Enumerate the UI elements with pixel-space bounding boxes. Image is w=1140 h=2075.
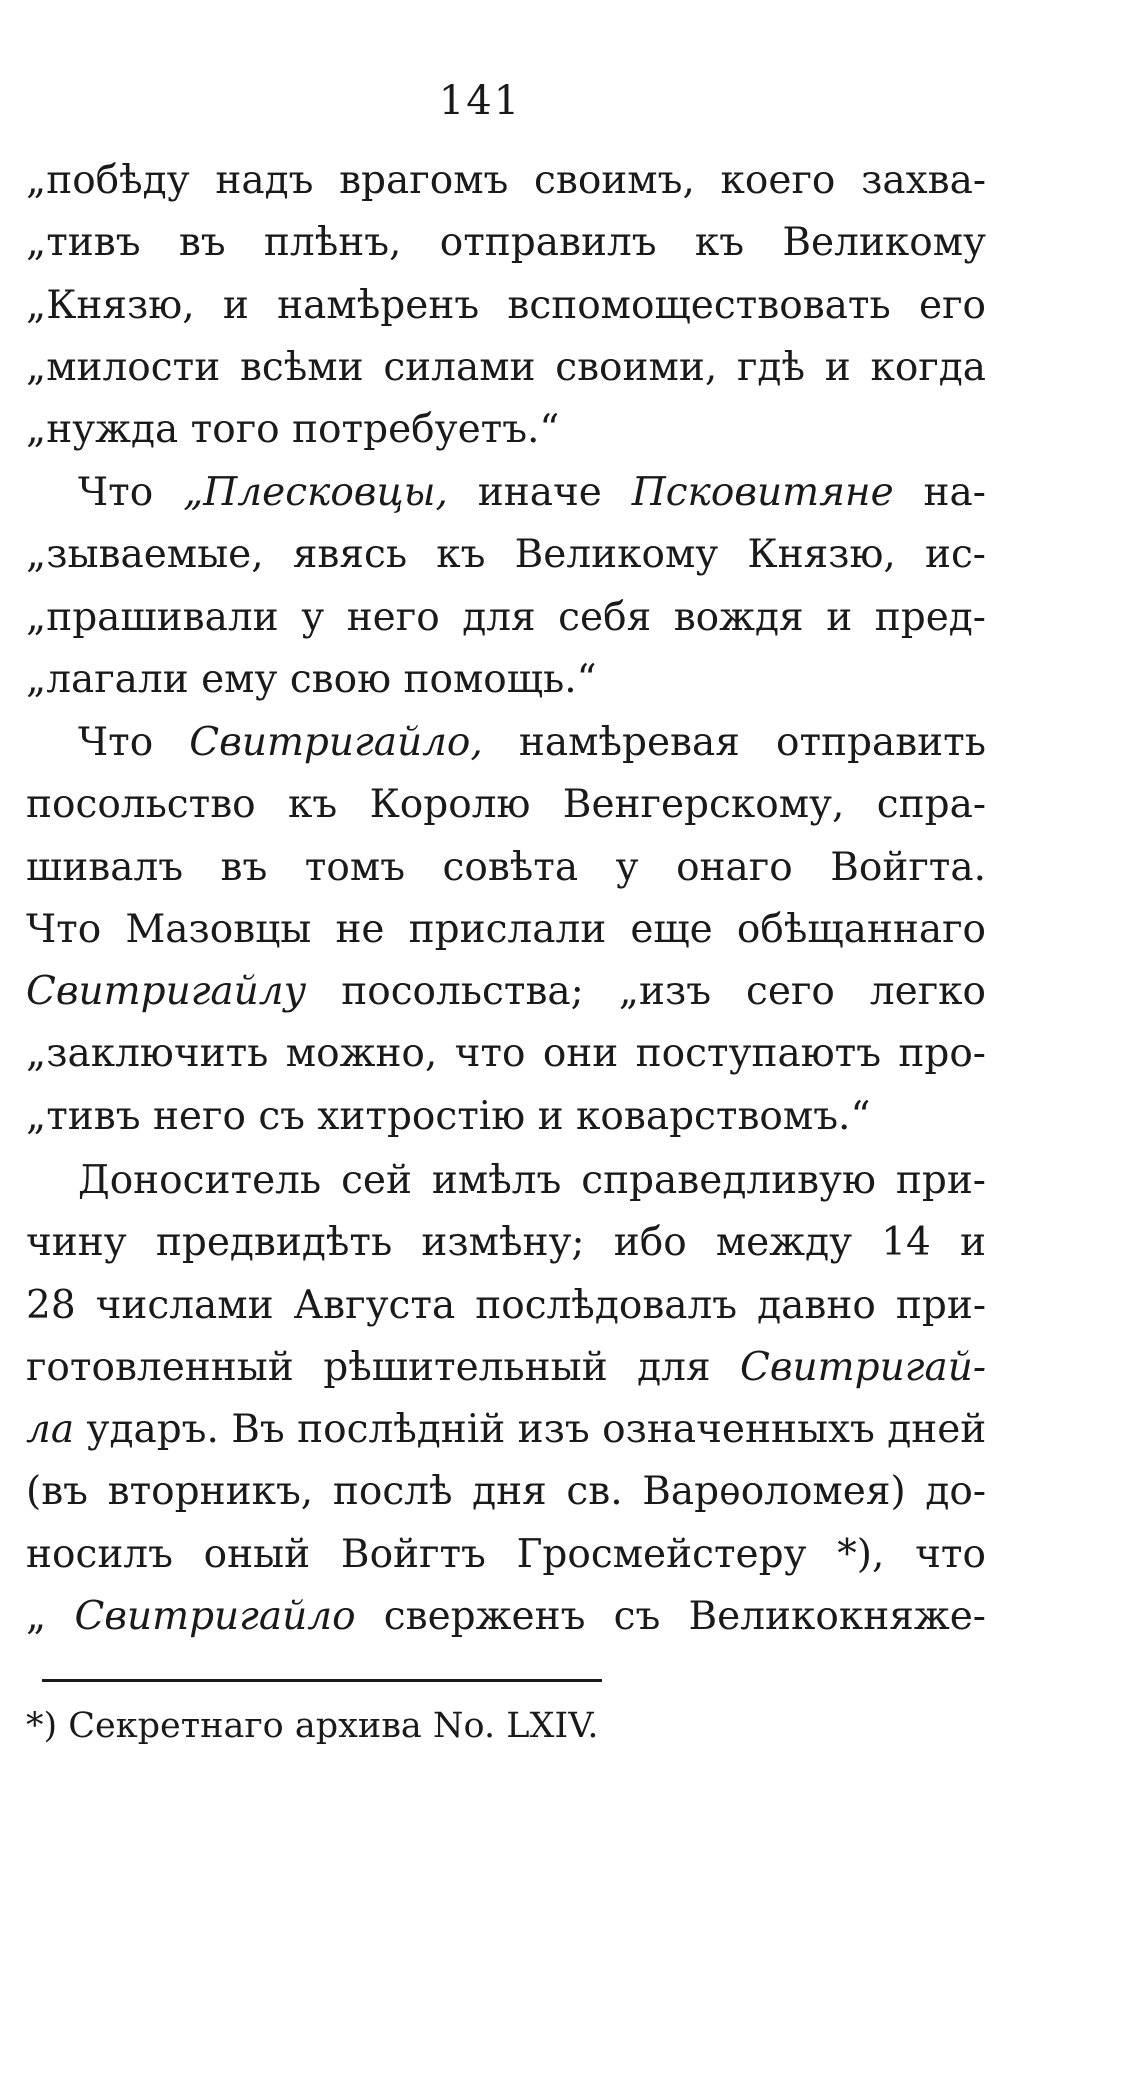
text-line: „ Свитригайло сверженъ съ Великокняже- xyxy=(26,1594,986,1640)
text-line: „побѣду надъ врагомъ своимъ, коего захва- xyxy=(26,158,986,203)
text-line: „лагали ему свою помощь.“ xyxy=(26,656,597,702)
paragraph-1 xyxy=(26,150,986,461)
text-line: готовленный рѣшительный для Свитригай- xyxy=(26,1344,986,1390)
text-line: „прашивали у него для себя вождя и пред- xyxy=(26,594,986,640)
italic-name: „Плесковцы, xyxy=(183,470,448,515)
italic-name: Свитригай- xyxy=(740,1344,986,1390)
text-line: „нужда того потребуетъ.“ xyxy=(26,407,560,453)
italic-name: Свитригайло xyxy=(74,1594,356,1640)
italic-name: Свитригайло, xyxy=(189,720,483,765)
text-line: 28 числами Августа послѣдовалъ давно при- xyxy=(26,1282,986,1328)
page-number: 141 xyxy=(438,78,522,124)
paragraph-3 xyxy=(26,712,986,1148)
text-line: „заключить можно, что они поступаютъ про- xyxy=(26,1031,986,1077)
text-line: Доноситель сей имѣлъ справедливую при- xyxy=(78,1158,986,1203)
text-line: чину предвидѣть измѣну; ибо между 14 и xyxy=(26,1220,986,1266)
paragraph-4 xyxy=(26,1150,986,1648)
text-line: Что „Плесковцы, иначе Псковитяне на- xyxy=(78,470,986,515)
text-line: Что Мазовцы не прислали еще обѣщаннаго xyxy=(26,906,986,952)
paragraph-2 xyxy=(26,462,986,711)
text-line: „тивъ въ плѣнъ, отправилъ къ Великому xyxy=(26,220,986,266)
text-line: Что Свитригайло, намѣревая отправить xyxy=(78,720,986,765)
text-line: „тивъ него съ хитростію и коварствомъ.“ xyxy=(26,1093,871,1139)
text-line: шивалъ въ томъ совѣта у онаго Войгта. xyxy=(26,844,986,890)
text-line: посольство къ Королю Венгерскому, спра- xyxy=(26,782,986,828)
text-line: Свитригайлу посольства; „изъ сего легко xyxy=(26,969,986,1015)
text-line: „зываемые, явясь къ Великому Князю, ис- xyxy=(26,532,986,578)
text-line: „Князю, и намѣренъ вспомоществовать его xyxy=(26,282,986,328)
text-line: носилъ оный Войгтъ Гросмейстеру *), что xyxy=(26,1531,986,1577)
italic-name: Свитригайлу xyxy=(26,969,307,1015)
text-line: (въ вторникъ, послѣ дня св. Варѳоломея) до- xyxy=(26,1469,986,1515)
text-line: ла ударъ. Въ послѣдній изъ означенныхъ дней xyxy=(26,1407,987,1453)
text-line: „милости всѣми силами своими, гдѣ и когда xyxy=(26,344,986,390)
footnote-divider xyxy=(42,1679,602,1682)
italic-name: ла xyxy=(26,1407,75,1453)
italic-name: Псковитяне xyxy=(631,470,894,515)
footnote: *) Секретнаго архива No. LXIV. xyxy=(26,1706,599,1746)
